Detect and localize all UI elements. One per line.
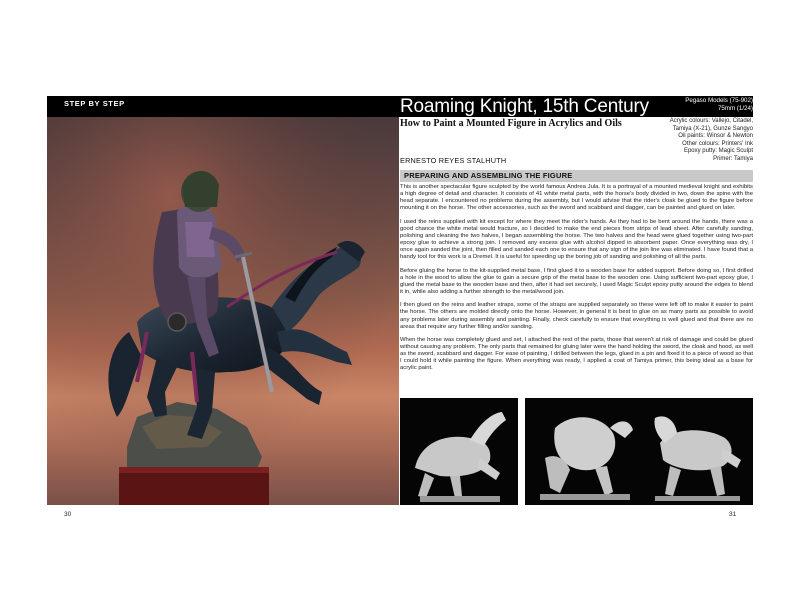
section-heading-bar — [400, 170, 753, 182]
page-title: Roaming Knight, 15th Century — [400, 96, 649, 117]
knight-figure-illustration — [47, 117, 399, 505]
thumbnail-horse-left — [400, 398, 518, 505]
author-name: ERNESTO REYES STALHUTH — [400, 156, 507, 165]
materials-acrylics: Acrylic colours: Vallejo, Citadel, — [669, 118, 753, 124]
page-number-left: 30 — [64, 511, 72, 518]
thumbnail-horse-right — [635, 398, 753, 505]
paragraph: I then glued on the reins and leather straps, some of the straps are supplied separately so these were left off to make it easier to paint the horse. The others are molded directly onto the horse. However, in general it is best to glue on as many parts as possible to avoid any problems later during assembly and painting. Finally, check carefully to ensure that everything is well glued and that there are no areas that require any further filling and/or sanding. — [400, 302, 753, 330]
section-label: STEP BY STEP — [64, 99, 125, 108]
primed-horse-image — [400, 398, 518, 505]
paragraph: I used the reins supplied with kit except for where they meet the rider's hands. As they had to be bent around the hands, there was a good chance the white metal would fracture, so I decided to make the end pieces from strips of lead sheet. After carefully sanding, polishing and cleaning the two halves, I began assembling the horse. The two halves and the head were glued together using two-part epoxy glue to achieve a strong join. I removed any excess glue with alcohol dipped in absorbent paper. Once everything was dry, I once again sanded the joint, then filled and sanded each one to ensure that any sign of the join line was eliminated. I have found that a handy tool for this work is a Dremel. It is useful for speeding up the boring job of sanding and polishing of all the parts. — [400, 218, 753, 261]
page-number-right: 31 — [729, 511, 737, 518]
article-body — [400, 184, 753, 379]
maker-info — [685, 97, 753, 113]
materials-other: Other colours: Printers' Ink — [682, 140, 753, 147]
paragraph: This is another spectacular figure sculpted by the world famous Andrea Jula. It is a portrayal of a mounted medieval knight and exhibits a high degree of detail and character. It consists of 41 white metal parts, with the horse's body divided in two, down the spine with the head separate. I encountered no problems during the assembly, but I would advise that the rider's cloak be glued to the figure before mounting it on the horse. The other accessories, such as the sword and scabbard and dagger, can be painted and glued on later. — [400, 184, 753, 212]
materials-putty: Epoxy putty: Magic Sculpt — [683, 148, 753, 155]
materials-primer: Primer: Tamiya — [713, 155, 753, 162]
article-subtitle: How to Paint a Mounted Figure in Acrylics and Oils — [400, 118, 622, 129]
primed-horse-image — [525, 398, 643, 505]
paragraph: Before gluing the horse to the kit-supplied metal base, I first glued it to a wooden base for added support. Before doing so, I first drilled a hole in the wood to allow the glue to gain a secure grip of the metal base to the wooden one. Using sufficient two-part epoxy glue, I glued the metal base to the wooden base and then, after it had set securely, I used Magic Sculpt epoxy putty around the edges to blend it in, while also adding a further strength to the metal/wood join. — [400, 267, 753, 296]
thumbnail-horse-center — [525, 398, 643, 505]
section-heading: PREPARING AND ASSEMBLING THE FIGURE — [404, 171, 573, 180]
paragraph: When the horse was completely glued and set, I attached the rest of the parts, those that weren't at risk of damage and could be glued without causing any problem. The only parts that remained for gluing later were the hand holding the sword, the cloak and hood, as well as the sword, scabbard and dagger. For ease of painting, I drilled between the legs, glued in a pin and fixed it to a piece of wood so that I could hold it while painting the figure. When everything was ready, I applied a coat of Tamiya primer, this being ideal as a base for acrylic paint. — [400, 336, 754, 372]
materials-oils: Oil paints: Winsor & Newton — [678, 133, 753, 140]
maker-scale: 75mm (1/24) — [717, 105, 753, 112]
knight-photo — [47, 117, 399, 505]
maker-name: Pegaso Models (75-902) — [685, 97, 753, 104]
materials-list — [670, 118, 753, 164]
materials-acrylics-cont: Tamiya (X-21), Gunze Sangyo — [672, 125, 753, 132]
primed-horse-image — [635, 398, 753, 505]
